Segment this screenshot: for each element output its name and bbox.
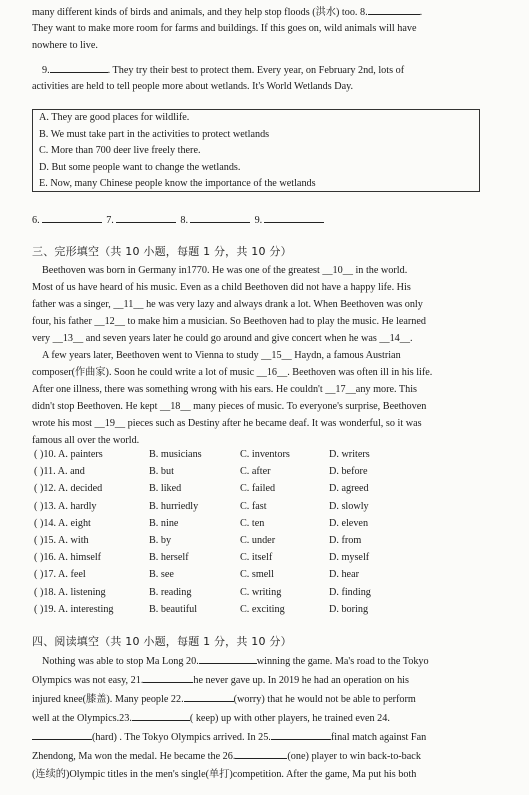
reading-text: Olympics was not easy, 21. — [32, 675, 144, 686]
choice-option-a[interactable]: ( )19. A. interesting — [34, 603, 114, 615]
cloze-line: four, his father __12__ to make him a musician. So Beethoven had to play the music. He learned — [32, 316, 426, 327]
choice-option-b[interactable]: B. reading — [149, 586, 192, 598]
choice-option-d[interactable]: D. eleven — [329, 517, 369, 529]
choice-option-d[interactable]: D. writers — [329, 449, 370, 460]
reading-line — [32, 690, 489, 708]
passage1-line4 — [32, 61, 489, 79]
reading-text: injured knee(膝盖). Many people 22. — [32, 694, 184, 705]
choice-option-b[interactable]: B. hurriedly — [149, 500, 199, 512]
cloze-line: A few years later, Beethoven went to Vienna to study __15__ Haydn, a famous Austrian — [42, 350, 401, 361]
choice-option-d[interactable]: D. finding — [329, 586, 371, 598]
answer-blank-6[interactable] — [42, 211, 102, 223]
blank-8[interactable] — [368, 3, 420, 15]
reading-text: he never gave up. In 2019 he had an operation on his — [193, 675, 409, 686]
reading-text: winning the game. Ma's road to the Tokyo — [256, 656, 429, 667]
choice-row-17 — [32, 566, 492, 583]
cloze-line: wrote his most __19__ pieces such as Destiny after he became deaf. It was wonderful, so it was — [32, 418, 422, 429]
cloze-line: Beethoven was born in Germany in1770. He was one of the greatest __10__ in the world. — [42, 265, 408, 276]
passage1-line3: nowhere to live. — [32, 40, 98, 51]
blank-26[interactable] — [235, 747, 287, 759]
choice-option-c[interactable]: C. fast — [240, 500, 267, 512]
cloze-line: famous all over the world. — [32, 435, 140, 446]
blank-9[interactable] — [50, 61, 108, 73]
passage1-line1 — [32, 3, 489, 21]
choice-option-d[interactable]: D. boring — [329, 603, 369, 615]
cloze-line: father was a singer, __11__ he was very lazy and always drank a lot. When Beethoven was only — [32, 299, 423, 310]
choice-option-b[interactable]: B. musicians — [149, 449, 202, 460]
reading-text: ( keep) up with other players, he trained even 24. — [189, 713, 390, 724]
choice-option-a[interactable]: ( )17. A. feel — [34, 569, 86, 581]
choice-row-14 — [32, 515, 492, 532]
choice-option-d[interactable]: D. from — [329, 534, 362, 546]
choice-option-c[interactable]: C. after — [240, 466, 271, 478]
reading-line: (连续的)Olympic titles in the men's single(单打)competition. After the game, Ma put his both — [32, 769, 417, 780]
reading-text: (one) player to win back-to-back — [287, 751, 421, 762]
choice-option-b[interactable]: B. but — [149, 466, 174, 478]
passage1-text: . — [419, 7, 423, 18]
choice-option-c[interactable]: C. writing — [240, 586, 282, 598]
choice-option-c[interactable]: C. itself — [240, 552, 273, 564]
choice-option-c[interactable]: C. under — [240, 534, 276, 546]
choice-option-a[interactable]: ( )14. A. eight — [34, 517, 91, 529]
reading-text: Nothing was able to stop Ma Long 20. — [42, 656, 199, 667]
reading-text: Zhendong, Ma won the medal. He became the 26. — [32, 751, 236, 762]
choice-row-19 — [32, 601, 492, 618]
passage1-line2: They want to make more room for farms and buildings. If this goes on, wild animals will have — [32, 23, 417, 34]
passage1-line5: activities are held to tell people more about wetlands. It's World Wetlands Day. — [32, 81, 354, 92]
choice-option-a[interactable]: ( )15. A. with — [34, 534, 89, 546]
choice-row-15 — [32, 532, 492, 549]
section3-heading: 三、完形填空（共 10 小题，每题 1 分，共 10 分） — [32, 245, 292, 258]
choice-row-10 — [32, 446, 492, 463]
choice-option-a[interactable]: ( )13. A. hardly — [34, 500, 97, 512]
choice-option-a[interactable]: ( )12. A. decided — [34, 483, 103, 495]
answer-label: 7. — [106, 215, 114, 226]
passage1-text: . They try their best to protect them. Every year, on February 2nd, lots of — [107, 65, 405, 76]
cloze-line: composer(作曲家). Soon he could write a lot of music __16__. Beethoven was often ill in his life. — [32, 367, 433, 378]
choice-option-d[interactable]: D. slowly — [329, 500, 369, 512]
cloze-line: very __13__ and seven years later he could go around and give concert when he was __14__. — [32, 333, 413, 344]
option-a: A. They are good places for wildlife. — [39, 112, 190, 123]
option-b: B. We must take part in the activities to protect wetlands — [39, 128, 270, 140]
choices-list — [32, 446, 492, 618]
choice-option-c[interactable]: C. ten — [240, 517, 265, 529]
choice-option-a[interactable]: ( )11. A. and — [34, 466, 85, 478]
cloze-line: After one illness, there was something wrong with his ears. He couldn't __17__any more. This — [32, 384, 418, 395]
section4-heading: 四、阅读填空（共 10 小题，每题 1 分，共 10 分） — [32, 635, 292, 648]
reading-text: well at the Olympics.23. — [32, 713, 132, 724]
choice-option-b[interactable]: B. herself — [149, 552, 189, 564]
choice-option-c[interactable]: C. failed — [240, 483, 276, 495]
choice-option-b[interactable]: B. by — [149, 534, 172, 546]
choice-option-d[interactable]: D. before — [329, 466, 368, 478]
answer-row — [32, 211, 326, 229]
blank-20[interactable] — [199, 652, 257, 664]
choice-row-11 — [32, 463, 492, 480]
choice-option-b[interactable]: B. nine — [149, 517, 179, 529]
reading-text: final match against Fan — [330, 732, 427, 743]
choice-option-d[interactable]: D. agreed — [329, 483, 369, 495]
blank-24[interactable] — [32, 728, 92, 740]
choice-option-c[interactable]: C. inventors — [240, 449, 290, 460]
cloze-line: didn't stop Beethoven. He kept __18__ many pieces of music. To everyone's surprise, Beethoven — [32, 401, 427, 412]
option-e: E. Now, many Chinese people know the importance of the wetlands — [39, 178, 316, 189]
options-box — [32, 109, 480, 192]
reading-line — [32, 747, 489, 765]
choice-row-16 — [32, 549, 492, 566]
option-c: C. More than 700 deer live freely there. — [39, 145, 201, 156]
passage1-text: many different kinds of birds and animals, and they help stop floods (洪水) too. 8. — [32, 7, 368, 18]
reading-text: (worry) that he would not be able to perform — [233, 694, 416, 705]
cloze-line: Most of us have heard of his music. Even as a child Beethoven did not have a happy life. His — [32, 282, 411, 293]
answer-blank-7[interactable] — [116, 211, 176, 223]
choice-option-b[interactable]: B. liked — [149, 483, 182, 495]
answer-blank-9[interactable] — [264, 211, 324, 223]
answer-blank-8[interactable] — [190, 211, 250, 223]
choice-row-18 — [32, 584, 492, 601]
blank-22[interactable] — [184, 690, 234, 702]
answer-label: 8. — [180, 215, 189, 226]
choice-option-a[interactable]: ( )10. A. painters — [34, 449, 103, 460]
answer-label: 6. — [32, 215, 40, 226]
blank-21[interactable] — [143, 671, 193, 683]
choice-row-12 — [32, 480, 492, 497]
choice-option-c[interactable]: C. exciting — [240, 603, 285, 615]
question-number: 9. — [42, 65, 50, 76]
choice-option-c[interactable]: C. smell — [240, 569, 274, 581]
choice-option-d[interactable]: D. hear — [329, 569, 359, 581]
reading-line — [32, 652, 489, 670]
reading-line — [32, 709, 489, 727]
choice-row-13 — [32, 498, 492, 515]
choice-option-b[interactable]: B. see — [149, 569, 174, 581]
choice-option-a[interactable]: ( )18. A. listening — [34, 586, 106, 598]
reading-line — [32, 671, 489, 689]
reading-text: (hard) . The Tokyo Olympics arrived. In 25. — [92, 732, 271, 743]
choice-option-d[interactable]: D. myself — [329, 552, 370, 564]
reading-line — [32, 728, 489, 746]
option-d: D. But some people want to change the wetlands. — [39, 161, 241, 173]
choice-option-a[interactable]: ( )16. A. himself — [34, 552, 102, 564]
blank-23[interactable] — [132, 709, 190, 721]
choice-option-b[interactable]: B. beautiful — [149, 603, 198, 615]
blank-25[interactable] — [271, 728, 331, 740]
answer-label: 9. — [254, 215, 263, 226]
